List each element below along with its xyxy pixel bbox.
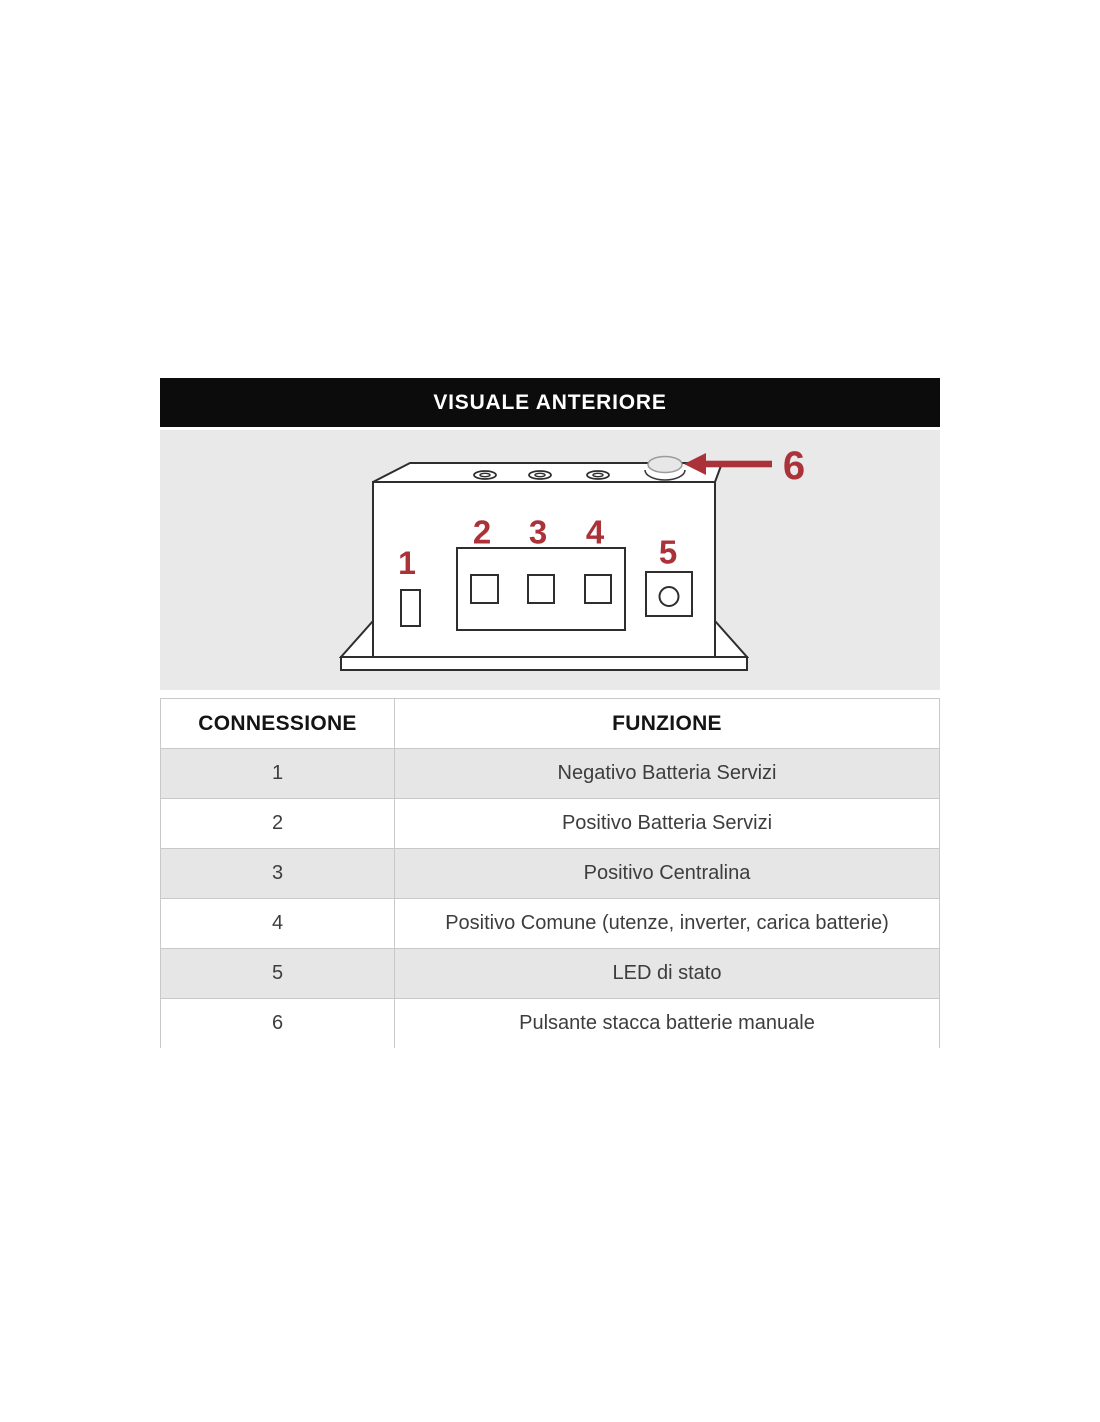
table-row <box>161 799 940 849</box>
connection-number: 1 <box>161 749 395 799</box>
callout-label-3: 3 <box>528 513 548 551</box>
connector-slot-2 <box>471 575 498 603</box>
device-drawing <box>160 430 940 690</box>
status-led-icon <box>660 587 679 606</box>
connections-table <box>160 698 940 1048</box>
battery-disconnect-button <box>648 457 682 473</box>
table-row <box>161 999 940 1049</box>
flange-right <box>715 621 747 657</box>
table-row <box>161 949 940 999</box>
terminal-screw-slot-icon <box>535 473 545 476</box>
callout-label-2: 2 <box>472 513 492 551</box>
connection-function: Pulsante stacca batterie manuale <box>395 999 940 1049</box>
table-row <box>161 849 940 899</box>
table-row <box>161 749 940 799</box>
connector-slot-3 <box>528 575 554 603</box>
column-header-function: FUNZIONE <box>395 699 940 749</box>
device-base-plate <box>341 657 747 670</box>
front-view-panel <box>160 378 940 1048</box>
connection-number: 3 <box>161 849 395 899</box>
connection-function: Negativo Batteria Servizi <box>395 749 940 799</box>
connector-slot-1 <box>401 590 420 626</box>
connection-number: 4 <box>161 899 395 949</box>
terminal-screw-slot-icon <box>593 473 603 476</box>
connector-slot-4 <box>585 575 611 603</box>
column-header-connection: CONNESSIONE <box>161 699 395 749</box>
device-diagram <box>160 430 940 690</box>
panel-title-bar <box>160 378 940 427</box>
terminal-screw-slot-icon <box>480 473 490 476</box>
panel-title: VISUALE ANTERIORE <box>433 390 667 414</box>
connection-function: Positivo Batteria Servizi <box>395 799 940 849</box>
table-header-row <box>161 699 940 749</box>
connection-function: Positivo Centralina <box>395 849 940 899</box>
callout-label-4: 4 <box>585 513 605 551</box>
connection-function: LED di stato <box>395 949 940 999</box>
callout-label-5: 5 <box>658 533 678 571</box>
callout-label-1: 1 <box>398 545 416 581</box>
connection-number: 6 <box>161 999 395 1049</box>
connection-number: 2 <box>161 799 395 849</box>
connection-function: Positivo Comune (utenze, inverter, carica batterie) <box>395 899 940 949</box>
flange-left <box>341 621 373 657</box>
top-terminal-screws <box>474 471 609 479</box>
table-row <box>161 899 940 949</box>
connection-number: 5 <box>161 949 395 999</box>
callout-label-6: 6 <box>782 444 806 488</box>
